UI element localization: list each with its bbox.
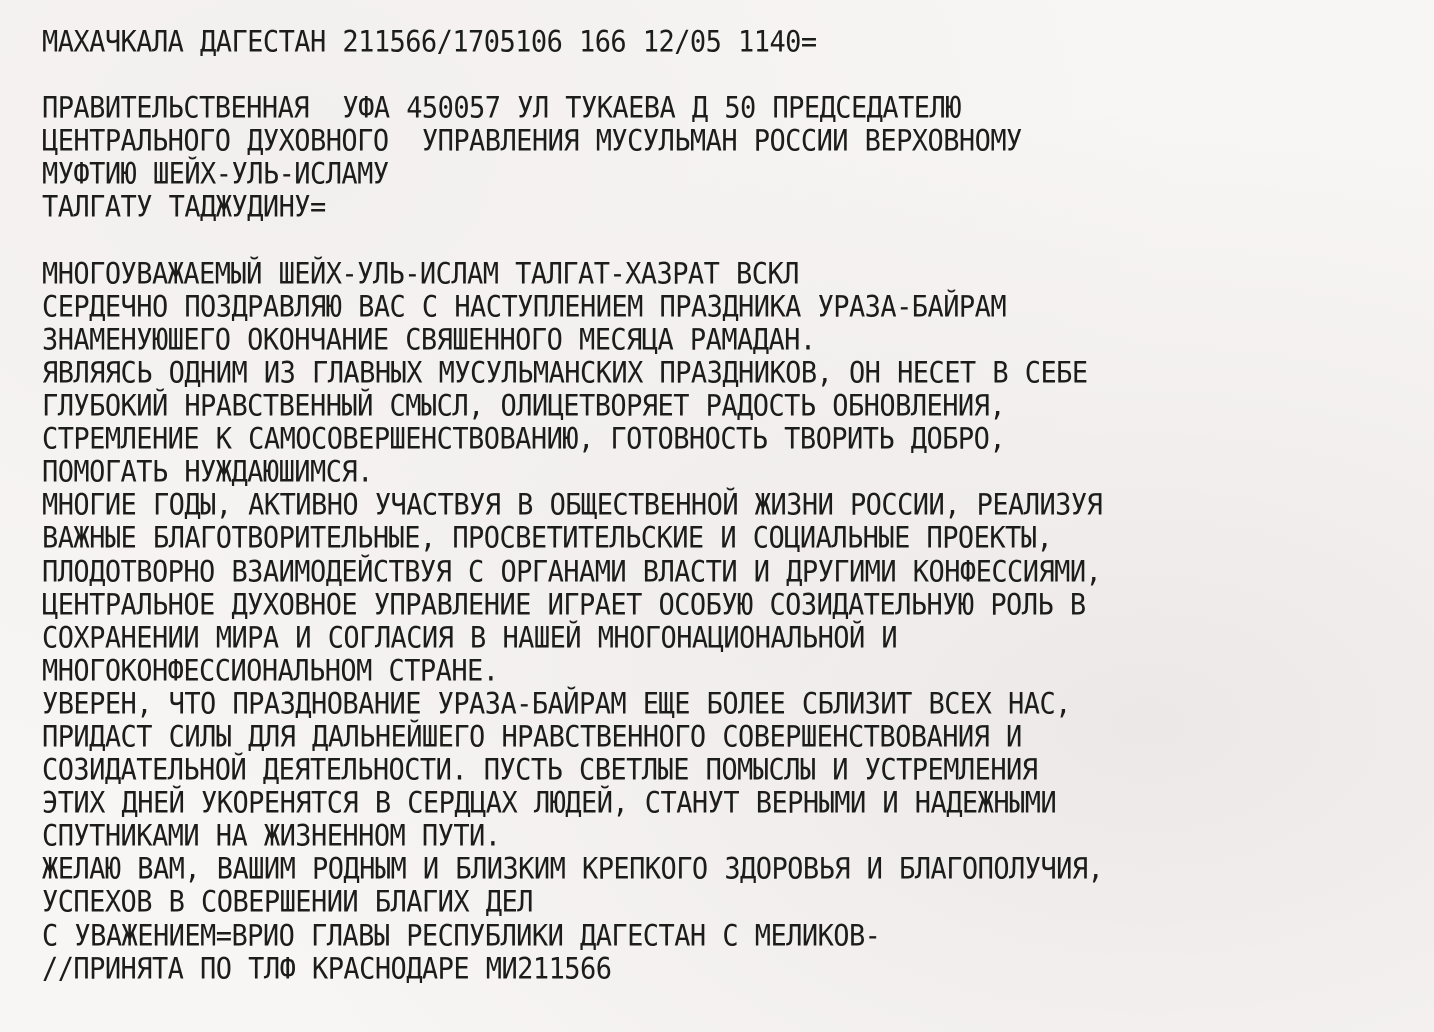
body-line: УСПЕХОВ В СОВЕРШЕНИИ БЛАГИХ ДЕЛ [42,886,533,920]
message-body [42,258,1422,986]
body-line: УВЕРЕН, ЧТО ПРАЗДНОВАНИЕ УРАЗА-БАЙРАМ ЕЩЕ БОЛЕЕ СБЛИЗИТ ВСЕХ НАС, [42,687,1071,722]
address-line: МУФТИЮ ШЕЙХ-УЛЬ-ИСЛАМУ [42,158,389,192]
receipt-note-line: //ПРИНЯТА ПО ТЛФ КРАСНОДАРЕ МИ211566 [42,952,612,986]
address-line: ЦЕНТРАЛЬНОГО ДУХОВНОГО УПРАВЛЕНИЯ МУСУЛЬМАН РОССИИ ВЕРХОВНОМУ [42,125,1022,159]
signature-line: С УВАЖЕНИЕМ=ВРИО ГЛАВЫ РЕСПУБЛИКИ ДАГЕСТАН С МЕЛИКОВ- [42,919,881,953]
body-line: СЕРДЕЧНО ПОЗДРАВЛЯЮ ВАС С НАСТУПЛЕНИЕМ ПРАЗДНИКА УРАЗА-БАЙРАМ [42,290,1007,324]
address-block [42,92,1422,224]
body-line: СТРЕМЛЕНИЕ К САМОСОВЕРШЕНСТВОВАНИЮ, ГОТОВНОСТЬ ТВОРИТЬ ДОБРО, [42,422,1006,457]
body-line: ПРИДАСТ СИЛЫ ДЛЯ ДАЛЬНЕЙШЕГО НРАВСТВЕННОГО СОВЕРШЕНСТВОВАНИЯ И [42,720,1022,755]
body-line: ПЛОДОТВОРНО ВЗАИМОДЕЙСТВУЯ С ОРГАНАМИ ВЛАСТИ И ДРУГИМИ КОНФЕССИЯМИ, [42,555,1102,589]
address-line: ТАЛГАТУ ТАДЖУДИНУ= [42,191,326,225]
body-line: ЦЕНТРАЛЬНОЕ ДУХОВНОЕ УПРАВЛЕНИЕ ИГРАЕТ ОСОБУЮ СОЗИДАТЕЛЬНУЮ РОЛЬ В [42,588,1086,622]
body-line: ГЛУБОКИЙ НРАВСТВЕННЫЙ СМЫСЛ, ОЛИЦЕТВОРЯЕТ РАДОСТЬ ОБНОВЛЕНИЯ, [42,389,1006,424]
body-line: ПОМОГАТЬ НУЖДАЮШИМСЯ. [42,455,373,490]
telegram-text [42,26,1422,986]
telegram-header-line: МАХАЧКАЛА ДАГЕСТАН 211566/1705106 166 12/05 1140= [42,25,817,60]
body-line: СОЗИДАТЕЛЬНОЙ ДЕЯТЕЛЬНОСТИ. ПУСТЬ СВЕТЛЫЕ ПОМЫСЛЫ И УСТРЕМЛЕНИЯ [42,753,1038,788]
body-line: ВАЖНЫЕ БЛАГОТВОРИТЕЛЬНЫЕ, ПРОСВЕТИТЕЛЬСКИЕ И СОЦИАЛЬНЫЕ ПРОЕКТЫ, [42,522,1053,556]
body-line: СОХРАНЕНИИ МИРА И СОГЛАСИЯ В НАШЕЙ МНОГОНАЦИОНАЛЬНОЙ И [42,621,898,655]
body-line: МНОГИЕ ГОДЫ, АКТИВНО УЧАСТВУЯ В ОБЩЕСТВЕННОЙ ЖИЗНИ РОССИИ, РЕАЛИЗУЯ [42,489,1103,523]
body-line: ЭТИХ ДНЕЙ УКОРЕНЯТСЯ В СЕРДЦАХ ЛЮДЕЙ, СТАНУТ ВЕРНЫМИ И НАДЕЖНЫМИ [42,786,1057,821]
body-line: СПУТНИКАМИ НА ЖИЗНЕННОМ ПУТИ. [42,820,501,854]
body-line: МНОГОУВАЖАЕМЫЙ ШЕЙХ-УЛЬ-ИСЛАМ ТАЛГАТ-ХАЗРАТ ВСКЛ [42,257,799,291]
blank-line [42,225,1422,258]
body-line: ЗНАМЕНУЮШЕГО ОКОНЧАНИЕ СВЯШЕННОГО МЕСЯЦА РАМАДАН. [42,323,816,358]
body-line: МНОГОКОНФЕССИОНАЛЬНОМ СТРАНЕ. [42,654,499,689]
body-line: ЯВЛЯЯСЬ ОДНИМ ИЗ ГЛАВНЫХ МУСУЛЬМАНСКИХ ПРАЗДНИКОВ, ОН НЕСЕТ В СЕБЕ [42,356,1088,391]
address-line: ПРАВИТЕЛЬСТВЕННАЯ УФА 450057 УЛ ТУКАЕВА Д 50 ПРЕДСЕДАТЕЛЮ [42,91,961,126]
body-line: ЖЕЛАЮ ВАМ, ВАШИМ РОДНЫМ И БЛИЗКИМ КРЕПКОГО ЗДОРОВЬЯ И БЛАГОПОЛУЧИЯ, [42,853,1104,887]
blank-line [42,59,1422,92]
